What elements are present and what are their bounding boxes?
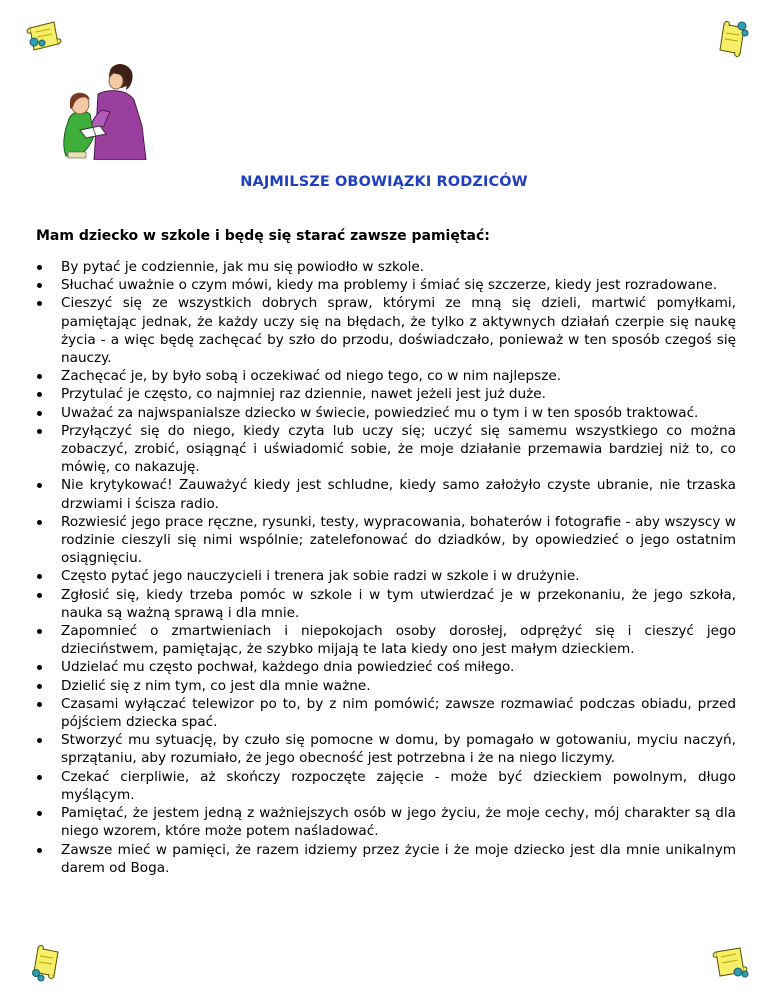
list-item: Zawsze mieć w pamięci, że razem idziemy przez życie i że moje dziecko jest dla mnie unikalnym darem od Boga.: [36, 841, 736, 877]
scroll-icon-bottom-right: [708, 940, 754, 984]
list-item: Rozwiesić jego prace ręczne, rysunki, testy, wypracowania, bohaterów i fotografie - aby wszyscy w rodzinie cieszyli się nimi wspólnie; zatelefonować do dziadków, by opowiedzieć o jego ostatnim osiągnięciu.: [36, 513, 736, 568]
list-item: Przytulać je często, co najmniej raz dziennie, nawet jeżeli jest już duże.: [36, 385, 736, 403]
scroll-icon-bottom-left: [24, 940, 70, 984]
scroll-icon-top-right: [712, 16, 758, 60]
list-item: Uważać za najwspanialsze dziecko w świecie, powiedzieć mu o tym i w ten sposób traktować.: [36, 404, 736, 422]
list-item: Zachęcać je, by było sobą i oczekiwać od niego tego, co w nim najlepsze.: [36, 367, 736, 385]
list-item: Zapomnieć o zmartwieniach i niepokojach osoby dorosłej, odprężyć się i cieszyć jego dzieciństwem, pamiętając, że szybko mijają te lata kiedy ono jest małym dzieckiem.: [36, 622, 736, 658]
list-item: Cieszyć się ze wszystkich dobrych spraw, którymi ze mną się dzieli, martwić pomyłkami, pamiętając jednak, że każdy uczy się na błędach, że tylko z aktywnych działań czerpie się naukę życia - a więc będę zachęcać by szło do przodu, doświadczało, ponieważ w ten sposób czegoś się nauczy.: [36, 294, 736, 367]
page-title: NAJMILSZE OBOWIĄZKI RODZICÓW: [240, 174, 528, 190]
scroll-icon-top-left: [20, 14, 66, 58]
list-item: Dzielić się z nim tym, co jest dla mnie ważne.: [36, 677, 736, 695]
mother-reading-with-child-illustration: [54, 60, 158, 160]
list-item: Czasami wyłączać telewizor po to, by z nim pomówić; zawsze rozmawiać podczas obiadu, przed pójściem dziecka spać.: [36, 695, 736, 731]
list-item: By pytać je codziennie, jak mu się powiodło w szkole.: [36, 258, 736, 276]
list-item: Udzielać mu często pochwał, każdego dnia powiedzieć coś miłego.: [36, 658, 736, 676]
list-item: Przyłączyć się do niego, kiedy czyta lub uczy się; uczyć się samemu wszystkiego co można zobaczyć, zrobić, osiągnąć i uświadomić sobie, że moje działanie przemawia bardziej niż to, co mówię, co nakazuję.: [36, 422, 736, 477]
list-item: Stworzyć mu sytuację, by czuło się pomocne w domu, by pomagało w gotowaniu, myciu naczyń, sprzątaniu, aby rozumiało, że jego obecność jest potrzebna i że na niego liczymy.: [36, 731, 736, 767]
intro-heading: Mam dziecko w szkole i będę się starać zawsze pamiętać:: [36, 228, 490, 244]
list-item: Słuchać uważnie o czym mówi, kiedy ma problemy i śmiać się szczerze, kiedy jest rozradowane.: [36, 276, 736, 294]
list-item: Zgłosić się, kiedy trzeba pomóc w szkole i w tym utwierdzać je w przekonaniu, że jego szkoła, nauka są ważną sprawą i dla mnie.: [36, 586, 736, 622]
list-item: Czekać cierpliwie, aż skończy rozpoczęte zajęcie - może być dzieckiem powolnym, długo myślącym.: [36, 768, 736, 804]
list-item: Pamiętać, że jestem jedną z ważniejszych osób w jego życiu, że moje cechy, mój charakter są dla niego wzorem, które może potem naśladować.: [36, 804, 736, 840]
duties-list: [36, 258, 736, 877]
list-item: Często pytać jego nauczycieli i trenera jak sobie radzi w szkole i w drużynie.: [36, 567, 736, 585]
list-item: Nie krytykować! Zauważyć kiedy jest schludne, kiedy samo założyło czyste ubranie, nie trzaska drzwiami i ścisza radio.: [36, 476, 736, 512]
